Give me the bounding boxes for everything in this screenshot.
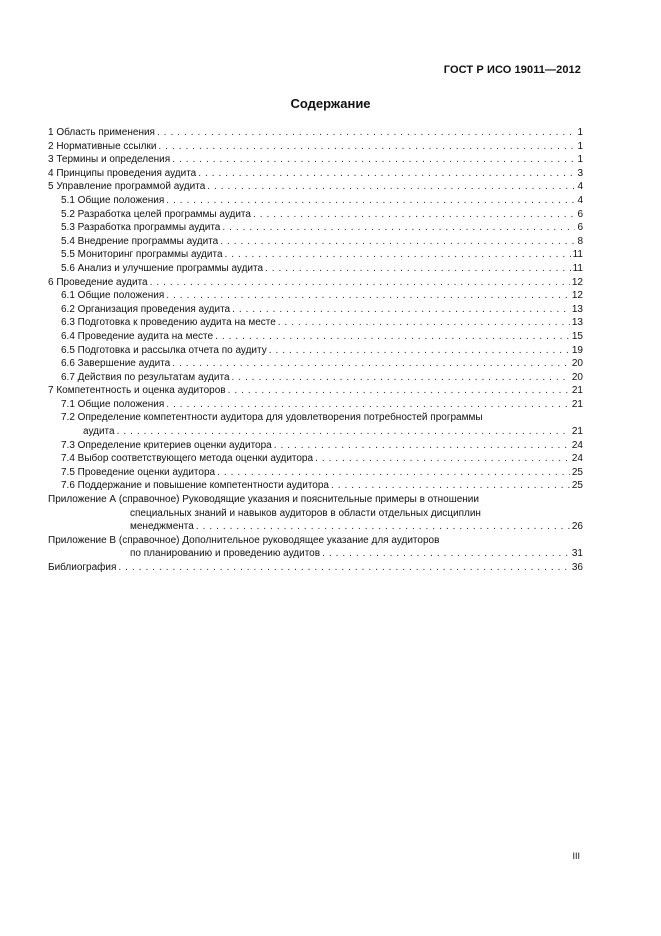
- dot-leader: [220, 235, 575, 249]
- dot-leader: [278, 316, 570, 330]
- toc-entry-page: 13: [571, 303, 583, 315]
- toc-entry-page: 6: [577, 208, 583, 220]
- dot-leader: [117, 425, 570, 439]
- document-code-header: ГОСТ Р ИСО 19011—2012: [443, 64, 581, 76]
- toc-entry-page: 20: [571, 371, 583, 383]
- toc-entry[interactable]: [48, 248, 583, 262]
- toc-entry[interactable]: [48, 425, 583, 439]
- toc-entry-label: 5.2 Разработка целей программы аудита: [61, 208, 251, 220]
- toc-entry-page: 15: [571, 330, 583, 342]
- toc-entry[interactable]: [48, 262, 583, 276]
- toc-entry-label: 6.5 Подготовка и рассылка отчета по аудиту: [61, 344, 267, 356]
- toc-entry[interactable]: [48, 452, 583, 466]
- dot-leader: [158, 140, 575, 154]
- toc-entry-page: 11: [572, 249, 583, 261]
- toc-entry-label: 7.5 Проведение оценки аудитора: [61, 466, 216, 478]
- toc-entry-page: 12: [571, 276, 583, 288]
- toc-entry-label: 6.3 Подготовка к проведению аудита на месте: [61, 317, 276, 329]
- toc-entry-label: 6 Проведение аудита: [48, 276, 148, 288]
- dot-leader: [265, 262, 571, 276]
- dot-leader: [215, 330, 570, 344]
- toc-entry-label: 4 Принципы проведения аудита: [48, 167, 197, 179]
- toc-entry-page: 12: [571, 290, 583, 302]
- toc-entry-page: 26: [571, 521, 583, 533]
- dot-leader: [269, 344, 570, 358]
- toc-entry-label: 5.4 Внедрение программы аудита: [61, 235, 219, 247]
- dot-leader: [166, 194, 575, 208]
- toc-entry-page: 4: [577, 194, 583, 206]
- toc-entry[interactable]: [48, 520, 583, 534]
- toc-entry-label: 1 Область применения: [48, 127, 155, 138]
- toc-entry-page: 6: [577, 222, 583, 234]
- toc-entry-label: менеджмента: [130, 521, 194, 533]
- page-number: III: [572, 851, 580, 861]
- dot-leader: [207, 180, 575, 194]
- toc-entry[interactable]: [48, 439, 583, 453]
- dot-leader: [150, 276, 570, 290]
- toc-entry-page: 24: [571, 453, 583, 465]
- toc-entry[interactable]: [48, 384, 583, 398]
- dot-leader: [228, 384, 570, 398]
- dot-leader: [217, 466, 570, 480]
- toc-entry[interactable]: [48, 289, 583, 303]
- toc-entry-page: 21: [571, 426, 583, 438]
- toc-entry-page: 21: [571, 385, 583, 397]
- toc-entry-label: по планированию и проведению аудитов: [130, 548, 321, 560]
- dot-leader: [253, 208, 575, 222]
- toc-entry-label: Библиография: [48, 562, 117, 573]
- toc-entry[interactable]: [48, 235, 583, 249]
- toc-entry[interactable]: [48, 357, 583, 371]
- page-title: Содержание: [290, 96, 371, 111]
- toc-entry-label: аудита: [83, 426, 115, 438]
- dot-leader: [157, 126, 575, 140]
- toc-entry-page: 1: [577, 140, 583, 152]
- toc-entry-label: 7.4 Выбор соответствующего метода оценки аудитора: [61, 453, 314, 465]
- toc-entry-label: 3 Термины и определения: [48, 154, 171, 166]
- toc-entry-page: 31: [571, 548, 583, 560]
- toc-entry[interactable]: [48, 180, 583, 194]
- toc-entry-page: 8: [577, 235, 583, 247]
- toc-entry-page: 3: [577, 167, 583, 179]
- dot-leader: [118, 561, 569, 575]
- toc-entry-first-line[interactable]: 7.2 Определение компетентности аудитора для удовлетворения потребностей программы: [61, 412, 483, 424]
- toc-entry[interactable]: [48, 208, 583, 222]
- toc-entry-page: 1: [577, 127, 583, 138]
- toc-entry-label: 5 Управление программой аудита: [48, 181, 206, 193]
- dot-leader: [166, 398, 570, 412]
- toc-entry-label: 7.6 Поддержание и повышение компетентности аудитора: [61, 480, 329, 492]
- toc-entry-label: 5.6 Анализ и улучшение программы аудита: [61, 262, 264, 274]
- toc-entry-page: 20: [571, 358, 583, 370]
- dot-leader: [172, 153, 575, 167]
- dot-leader: [232, 303, 570, 317]
- toc-entry[interactable]: [48, 221, 583, 235]
- toc-entry-page: 11: [572, 262, 583, 274]
- toc-entry-page: 25: [571, 466, 583, 478]
- dot-leader: [322, 547, 570, 561]
- toc-entry-label: 6.4 Проведение аудита на месте: [61, 330, 214, 342]
- toc-entry[interactable]: [48, 330, 583, 344]
- toc-entry-label: 7.3 Определение критериев оценки аудитора: [61, 439, 272, 451]
- dot-leader: [166, 289, 570, 303]
- dot-leader: [315, 452, 570, 466]
- annex-b-line1[interactable]: Приложение В (справочное) Дополнительное руководящее указание для аудиторов: [48, 534, 440, 546]
- toc-entry[interactable]: [48, 371, 583, 385]
- toc-entry-page: 19: [571, 344, 583, 356]
- toc-entry[interactable]: [48, 153, 583, 167]
- toc-entry-page: 24: [571, 439, 583, 451]
- dot-leader: [331, 479, 570, 493]
- toc-entry-label: 6.2 Организация проведения аудита: [61, 303, 231, 315]
- toc-entry[interactable]: [48, 126, 583, 140]
- annex-a-line2: специальных знаний и навыков аудиторов в области отдельных дисциплин: [130, 507, 481, 519]
- annex-a-line1[interactable]: Приложение А (справочное) Руководящие указания и пояснительные примеры в отношении: [48, 494, 479, 506]
- toc-entry[interactable]: [48, 140, 583, 154]
- toc-entry-label: 6.6 Завершение аудита: [61, 358, 171, 370]
- toc-entry-page: 21: [571, 398, 583, 410]
- toc-entry-label: 7 Компетентность и оценка аудиторов: [48, 385, 226, 397]
- toc-entry-label: 5.1 Общие положения: [61, 194, 165, 206]
- toc-entry[interactable]: [48, 303, 583, 317]
- toc-entry-page: 13: [571, 317, 583, 329]
- toc-entry[interactable]: [48, 398, 583, 412]
- dot-leader: [196, 520, 570, 534]
- toc-entry[interactable]: [48, 276, 583, 290]
- dot-leader: [222, 221, 575, 235]
- toc-entry-label: 6.7 Действия по результатам аудита: [61, 371, 230, 383]
- toc-entry-page: 1: [577, 154, 583, 166]
- dot-leader: [172, 357, 570, 371]
- toc-entry[interactable]: [48, 167, 583, 181]
- dot-leader: [198, 167, 575, 181]
- toc-entry-label: 5.3 Разработка программы аудита: [61, 222, 221, 234]
- toc-entry[interactable]: [48, 561, 583, 575]
- toc-entry-label: 5.5 Мониторинг программы аудита: [61, 249, 223, 261]
- toc-entry-label: 6.1 Общие положения: [61, 290, 165, 302]
- toc-entry-page: 25: [571, 480, 583, 492]
- toc-entry[interactable]: [48, 547, 583, 561]
- toc-entry-page: 36: [571, 562, 583, 573]
- toc-entry[interactable]: [48, 344, 583, 358]
- dot-leader: [274, 439, 570, 453]
- toc-entry[interactable]: [48, 194, 583, 208]
- toc-entry[interactable]: [48, 479, 583, 493]
- dot-leader: [232, 371, 570, 385]
- table-of-contents: [48, 126, 583, 575]
- dot-leader: [225, 248, 571, 262]
- toc-entry-label: 2 Нормативные ссылки: [48, 140, 157, 152]
- toc-entry-page: 4: [577, 181, 583, 193]
- toc-entry[interactable]: [48, 466, 583, 480]
- toc-entry[interactable]: [48, 316, 583, 330]
- toc-entry-label: 7.1 Общие положения: [61, 398, 165, 410]
